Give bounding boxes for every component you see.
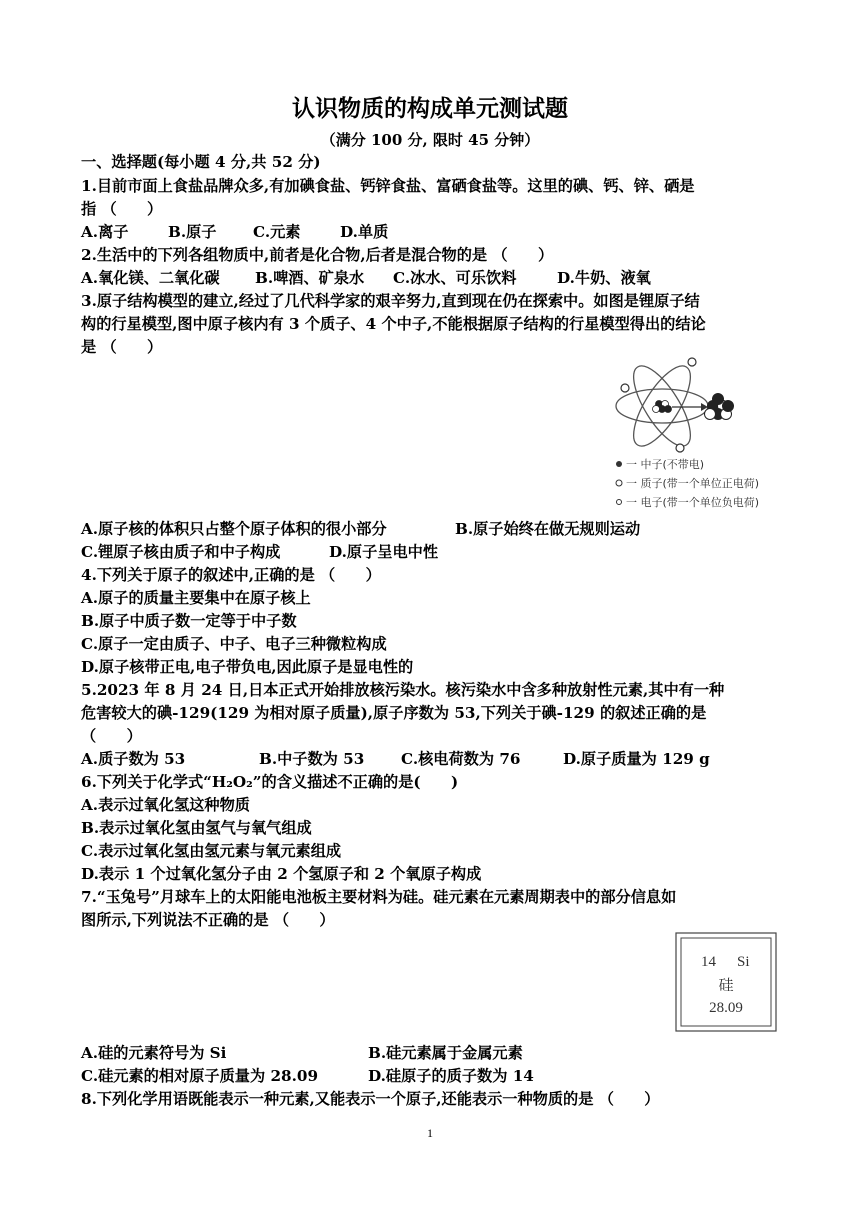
q7-stem-line1: 7.“玉兔号”月球车上的太阳能电池板主要材料为硅。硅元素在元素周期表中的部分信息如 — [81, 888, 677, 906]
element-atomic-number: 14 — [701, 954, 716, 970]
element-symbol: Si — [737, 954, 750, 970]
page-subtitle: （满分 100 分, 限时 45 分钟） — [320, 131, 540, 149]
q5-stem-line2: 危害较大的碘-129(129 为相对原子质量),原子序数为 53,下列关于碘-129 的叙述正确的是 — [81, 704, 707, 722]
q3-stem-line1: 3.原子结构模型的建立,经过了几代科学家的艰辛努力,直到现在仍在探索中。如图是锂原子结 — [81, 292, 700, 310]
q2-option-b[interactable]: B.啤酒、矿泉水 — [255, 269, 365, 287]
q1-option-c[interactable]: C.元素 — [253, 223, 301, 241]
q4-option-b[interactable]: B.原子中质子数一定等于中子数 — [81, 612, 297, 630]
q1-stem-line1: 1.目前市面上食盐品牌众多,有加碘食盐、钙锌食盐、富硒食盐等。这里的碘、钙、锌、硒是 — [81, 177, 695, 195]
q7-option-b[interactable]: B.硅元素属于金属元素 — [368, 1044, 523, 1062]
element-atomic-mass: 28.09 — [709, 1000, 743, 1016]
legend-electron: 一 电子(带一个单位负电荷) — [626, 496, 760, 509]
q3-stem-line3: 是 （ ） — [81, 338, 163, 356]
silicon-element-card — [675, 932, 777, 1032]
section-heading: 一、选择题(每小题 4 分,共 52 分) — [81, 153, 321, 171]
q4-option-d[interactable]: D.原子核带正电,电子带负电,因此原子是显电性的 — [81, 658, 414, 676]
q5-option-c[interactable]: C.核电荷数为 76 — [401, 750, 521, 768]
q2-option-c[interactable]: C.冰水、可乐饮料 — [393, 269, 517, 287]
legend-proton: 一 质子(带一个单位正电荷) — [626, 477, 760, 490]
q5-stem-line1: 5.2023 年 8 月 24 日,日本正式开始排放核污染水。核污染水中含多种放射性元素,其中有一种 — [81, 681, 725, 699]
q3-option-c[interactable]: C.锂原子核由质子和中子构成 — [81, 543, 281, 561]
q8-stem: 8.下列化学用语既能表示一种元素,又能表示一个原子,还能表示一种物质的是 （ ） — [81, 1090, 660, 1108]
q4-option-c[interactable]: C.原子一定由质子、中子、电子三种微粒构成 — [81, 635, 387, 653]
q6-stem: 6.下列关于化学式“H₂O₂”的含义描述不正确的是( ) — [81, 773, 459, 791]
legend-neutron: 一 中子(不带电) — [626, 458, 705, 471]
q2-option-d[interactable]: D.牛奶、液氧 — [557, 269, 651, 287]
q6-option-d[interactable]: D.表示 1 个过氧化氢分子由 2 个氢原子和 2 个氧原子构成 — [81, 865, 482, 883]
page-number: 1 — [427, 1126, 433, 1140]
q7-stem-line2: 图所示,下列说法不正确的是 （ ） — [81, 911, 335, 929]
q2-option-a[interactable]: A.氧化镁、二氧化碳 — [81, 269, 220, 287]
page-title: 认识物质的构成单元测试题 — [292, 95, 568, 122]
q1-option-a[interactable]: A.离子 — [81, 223, 129, 241]
q6-option-c[interactable]: C.表示过氧化氢由氢元素与氧元素组成 — [81, 842, 342, 860]
q7-option-a[interactable]: A.硅的元素符号为 Si — [81, 1044, 227, 1062]
lithium-atom-diagram — [614, 344, 784, 516]
q3-option-b[interactable]: B.原子始终在做无规则运动 — [455, 520, 641, 538]
q1-option-d[interactable]: D.单质 — [340, 223, 389, 241]
q5-stem-line3: （ ） — [81, 727, 142, 745]
q1-stem-line2: 指 （ ） — [81, 200, 163, 218]
q4-stem: 4.下列关于原子的叙述中,正确的是 （ ） — [81, 566, 381, 584]
q1-option-b[interactable]: B.原子 — [168, 223, 217, 241]
q5-option-d[interactable]: D.原子质量为 129 g — [563, 750, 710, 768]
q7-option-d[interactable]: D.硅原子的质子数为 14 — [368, 1067, 534, 1085]
q7-option-c[interactable]: C.硅元素的相对原子质量为 28.09 — [81, 1067, 319, 1085]
q3-option-a[interactable]: A.原子核的体积只占整个原子体积的很小部分 — [81, 520, 387, 538]
q3-stem-line2: 构的行星模型,图中原子核内有 3 个质子、4 个中子,不能根据原子结构的行星模型得出的结论 — [81, 315, 706, 333]
q6-option-a[interactable]: A.表示过氧化氢这种物质 — [81, 796, 250, 814]
element-name: 硅 — [718, 976, 734, 994]
q5-option-a[interactable]: A.质子数为 53 — [81, 750, 186, 768]
q2-stem: 2.生活中的下列各组物质中,前者是化合物,后者是混合物的是 （ ） — [81, 246, 554, 264]
q6-option-b[interactable]: B.表示过氧化氢由氢气与氧气组成 — [81, 819, 312, 837]
q4-option-a[interactable]: A.原子的质量主要集中在原子核上 — [81, 589, 311, 607]
q5-option-b[interactable]: B.中子数为 53 — [259, 750, 365, 768]
q3-option-d[interactable]: D.原子呈电中性 — [329, 543, 439, 561]
